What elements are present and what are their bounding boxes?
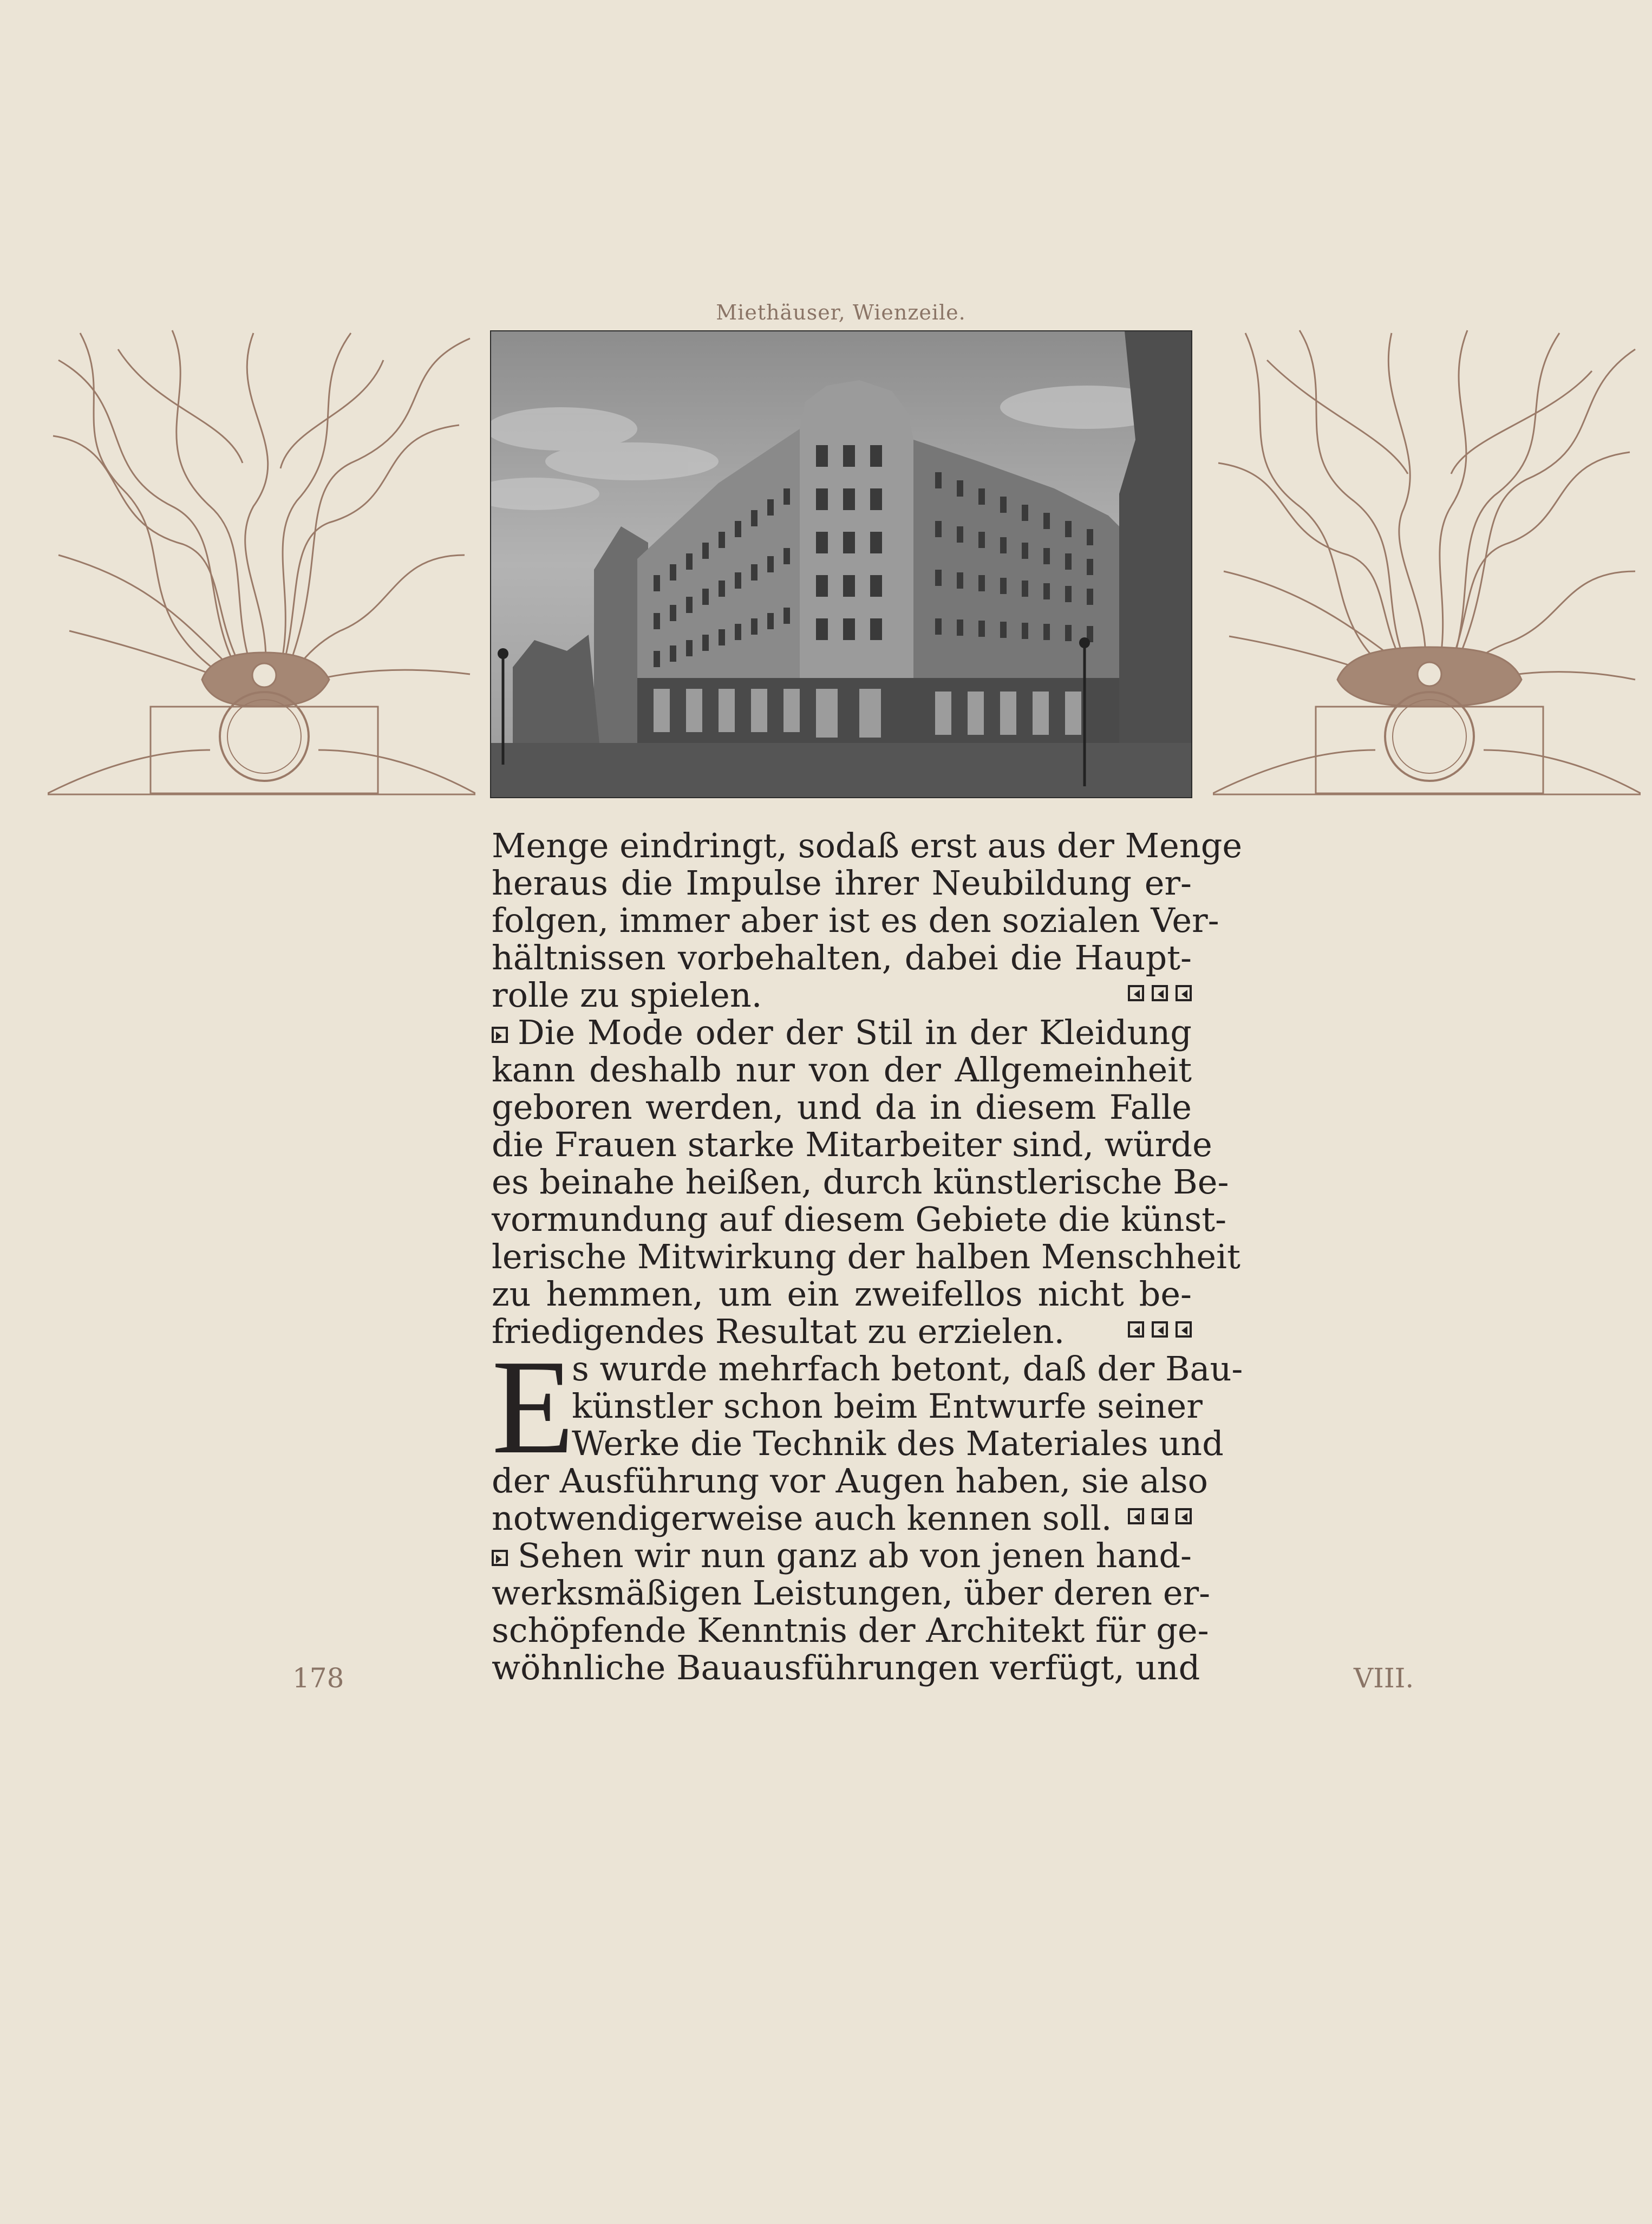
text-line-content: Die Mode oder der Stil in der Kleidung [518,1013,1192,1052]
square-arrow-left-icon [1176,1321,1192,1338]
figure-caption: Miethäuser, Wienzeile. [716,301,966,324]
text-line: die Frauen starke Mitarbeiter sind, würde [492,1125,1212,1164]
text-line-content: friedigendes Resultat zu erzielen. [492,1312,1065,1351]
text-line [492,976,1192,1014]
text-line: künstler schon beim Entwurfe seiner [572,1386,1203,1426]
square-arrow-left-icon [1176,985,1192,1001]
street-scene-image [491,331,1191,797]
text-line: lerische Mitwirkung der halben Menschheit [492,1237,1240,1276]
right-ornament-illustration [1213,328,1641,796]
square-arrow-left-icon [1152,985,1168,1001]
paragraph-end-ornament [1128,1499,1192,1524]
text-line: der Ausführung vor Augen haben, sie also [492,1461,1208,1501]
text-line-content: rolle zu spielen. [492,975,762,1015]
text-line: wöhnliche Bauausführungen verfügt, und [492,1648,1200,1687]
square-arrow-left-icon [1128,1321,1144,1338]
text-line: heraus die Impulse ihrer Neubildung er- [492,863,1192,903]
square-arrow-left-icon [1152,1508,1168,1524]
text-line: folgen, immer aber ist es den sozialen Ver- [492,901,1219,940]
dropcap-letter: E [492,1332,574,1482]
text-line: zu hemmen, um ein zweifellos nicht be- [492,1274,1192,1314]
square-arrow-right-icon [492,1550,508,1566]
square-arrow-left-icon [1128,985,1144,1001]
signature-mark: VIII. [1354,1662,1414,1694]
text-line: werksmäßigen Leistungen, über deren er- [492,1573,1211,1613]
text-line: Werke die Technik des Materiales und [572,1424,1224,1463]
text-line-content: Sehen wir nun ganz ab von jenen hand- [518,1536,1192,1575]
text-line: s wurde mehrfach betont, daß der Bau- [572,1349,1243,1388]
text-line [492,1537,1192,1574]
text-line: hältnissen vorbehalten, dabei die Haupt- [492,938,1192,977]
text-line [492,1499,1192,1537]
page-number: 178 [292,1662,344,1694]
text-line: schöpfende Kenntnis der Architekt für ge- [492,1610,1209,1650]
text-line [492,1014,1192,1051]
text-line: geboren werden, und da in diesem Falle [492,1087,1192,1127]
left-ornament-illustration [48,328,475,796]
text-line [492,1313,1192,1350]
building-photograph [490,330,1192,798]
body-text [492,826,1243,1687]
square-arrow-left-icon [1176,1508,1192,1524]
text-line: kann deshalb nur von der Allgemeinheit [492,1050,1192,1090]
square-arrow-left-icon [1128,1508,1144,1524]
square-arrow-right-icon [492,1027,508,1043]
text-line-content: notwendigerweise auch kennen soll. [492,1498,1112,1538]
paragraph-end-ornament [1128,976,1192,1001]
square-arrow-left-icon [1152,1321,1168,1338]
paragraph-end-ornament [1128,1313,1192,1338]
text-line: vormundung auf diesem Gebiete die künst- [492,1199,1227,1239]
dropcap-paragraph [492,1332,1243,1538]
text-line: es beinahe heißen, durch künstlerische Be- [492,1162,1229,1202]
text-line: Menge eindringt, sodaß erst aus der Menge [492,826,1243,865]
